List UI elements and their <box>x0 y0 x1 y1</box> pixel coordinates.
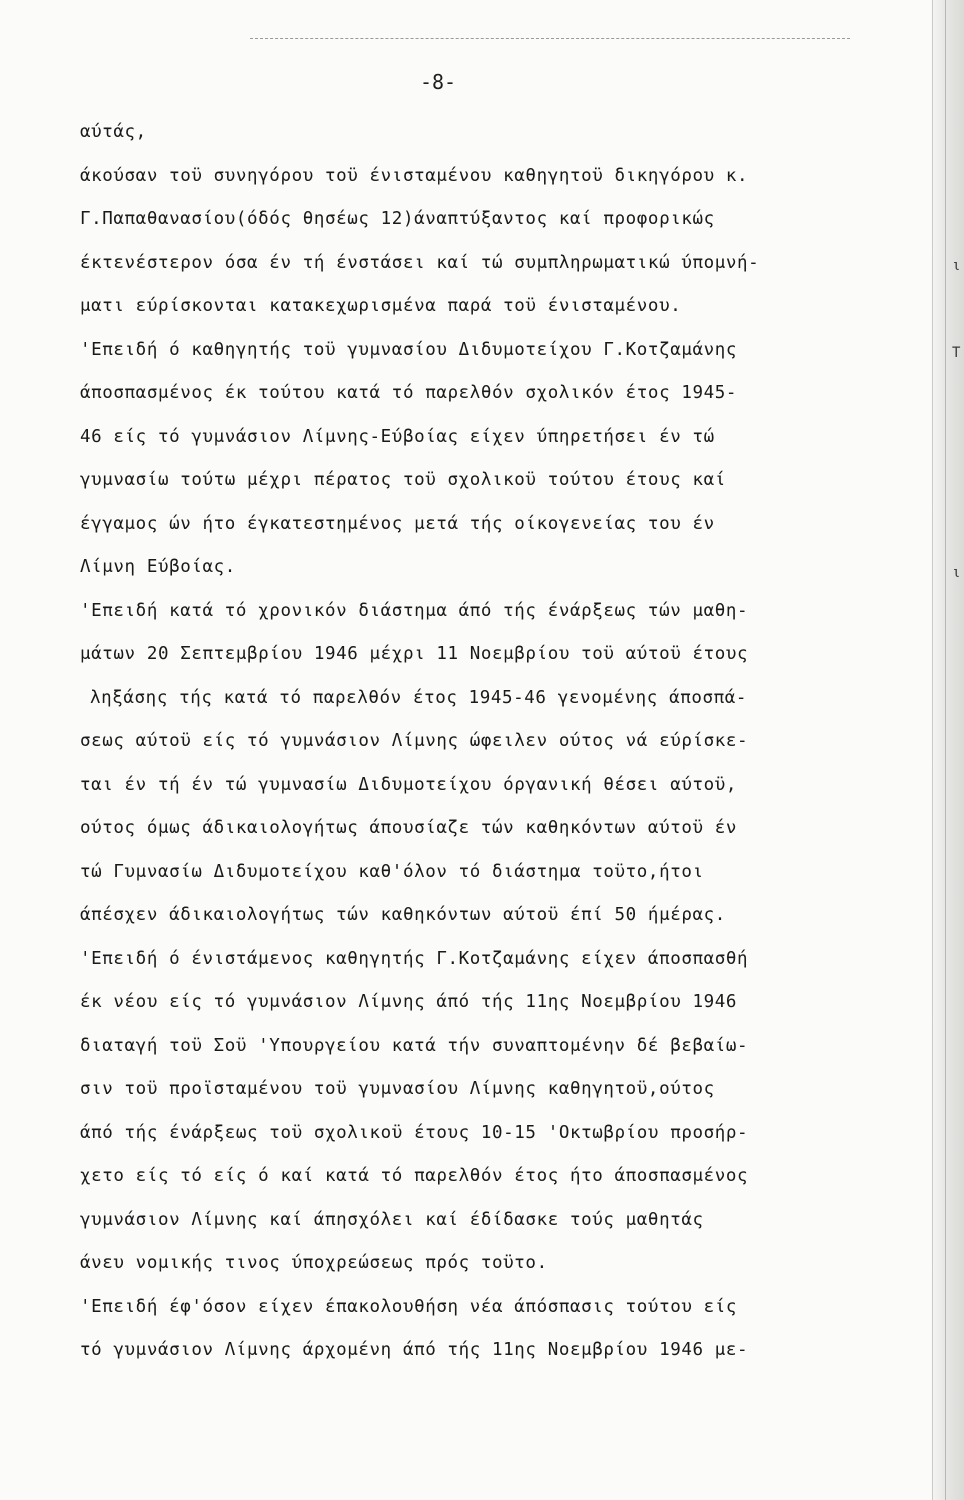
text-line: Λίμνη Εύβοίας. <box>80 557 236 577</box>
text-line: τό γυμνάσιον Λίμνης άρχομένη άπό τής 11ης Νοεμβρίου 1946 με- <box>80 1340 749 1360</box>
text-line: 'Επειδή ό ένιστάμενος καθηγητής Γ.Κοτζαμάνης είχεν άποσπασθή <box>80 948 749 969</box>
text-line: 'Επειδή κατά τό χρονικόν διάστημα άπό τής ένάρξεως τών μαθη- <box>80 600 749 621</box>
text-line: άνευ νομικής τινος ύποχρεώσεως πρός τοϋτο. <box>80 1253 548 1273</box>
text-line: μάτων 20 Σεπτεμβρίου 1946 μέχρι 11 Νοεμβρίου τοϋ αύτοϋ έτους <box>80 644 749 664</box>
text-line: γυμνάσιον Λίμνης καί άπησχόλει καί έδίδασκε τούς μαθητάς <box>80 1209 704 1230</box>
text-line: άπό τής ένάρξεως τοϋ σχολικοϋ έτους 10-15 'Οκτωβρίου προσήρ- <box>80 1122 749 1143</box>
edge-mark: Τ <box>952 345 961 361</box>
text-line: άποσπασμένος έκ τούτου κατά τό παρελθόν σχολικόν έτος 1945- <box>80 383 738 403</box>
text-line: ται έν τή έν τώ γυμνασίω Διδυμοτείχου όργανική θέσει αύτοϋ, <box>80 774 738 795</box>
text-line: ληξάσης τής κατά τό παρελθόν έτος 1945-46 γενομένης άποσπά- <box>90 687 748 708</box>
text-line: ούτος όμως άδικαιολογήτως άπουσίαζε τών καθηκόντων αύτοϋ έν <box>80 818 738 838</box>
top-rule <box>250 38 850 39</box>
text-line: χετο είς τό είς ό καί κατά τό παρελθόν έτος ήτο άποσπασμένος <box>80 1166 749 1186</box>
edge-mark: ι <box>952 258 961 274</box>
edge-mark: ι <box>952 565 961 581</box>
text-line: έκτενέστερον όσα έν τή ένστάσει καί τώ συμπληρωματικώ ύπομνή- <box>80 252 760 273</box>
text-line: σεως αύτοϋ είς τό γυμνάσιον Λίμνης ώφειλεν ούτος νά εύρίσκε- <box>80 731 749 751</box>
text-line: 46 είς τό γυμνάσιον Λίμνης-Εύβοίας είχεν ύπηρετήσει έν τώ <box>80 426 715 447</box>
text-line: άκούσαν τοϋ συνηγόρου τοϋ ένισταμένου καθηγητοϋ δικηγόρου κ. <box>80 165 749 186</box>
text-line: 'Επειδή έφ'όσον είχεν έπακολουθήση νέα άπόσπασις τούτου είς <box>80 1296 738 1317</box>
body-text <box>80 111 900 1373</box>
text-line: τώ Γυμνασίω Διδυμοτείχου καθ'όλον τό διάστημα τοϋτο,ήτοι <box>80 861 704 882</box>
text-line: γυμνασίω τούτω μέχρι πέρατος τοϋ σχολικοϋ τούτου έτους καί <box>80 470 726 490</box>
text-line: αύτάς, <box>80 122 147 142</box>
page-edge <box>932 0 964 1500</box>
page-number: -8- <box>419 70 457 94</box>
text-line: Γ.Παπαθανασίου(όδός θησέως 12)άναπτύξαντος καί προφορικώς <box>80 209 715 229</box>
text-line: διαταγή τοϋ Σοϋ 'Υπουργείου κατά τήν συναπτομένην δέ βεβαίω- <box>80 1035 749 1056</box>
text-line: έγγαμος ών ήτο έγκατεστημένος μετά τής οίκογενείας του έν <box>80 513 715 534</box>
page-edge-line <box>945 0 946 1500</box>
text-line: 'Επειδή ό καθηγητής τοϋ γυμνασίου Διδυμοτείχου Γ.Κοτζαμάνης <box>80 339 738 360</box>
text-line: ματι εύρίσκονται κατακεχωρισμένα παρά τοϋ ένισταμένου. <box>80 296 682 316</box>
text-line: σιν τοϋ προϊσταμένου τοϋ γυμνασίου Λίμνης καθηγητοϋ,ούτος <box>80 1079 715 1099</box>
text-line: έκ νέου είς τό γυμνάσιον Λίμνης άπό τής 11ης Νοεμβρίου 1946 <box>80 992 738 1012</box>
text-line: άπέσχεν άδικαιολογήτως τών καθηκόντων αύτοϋ έπί 50 ήμέρας. <box>80 905 726 925</box>
